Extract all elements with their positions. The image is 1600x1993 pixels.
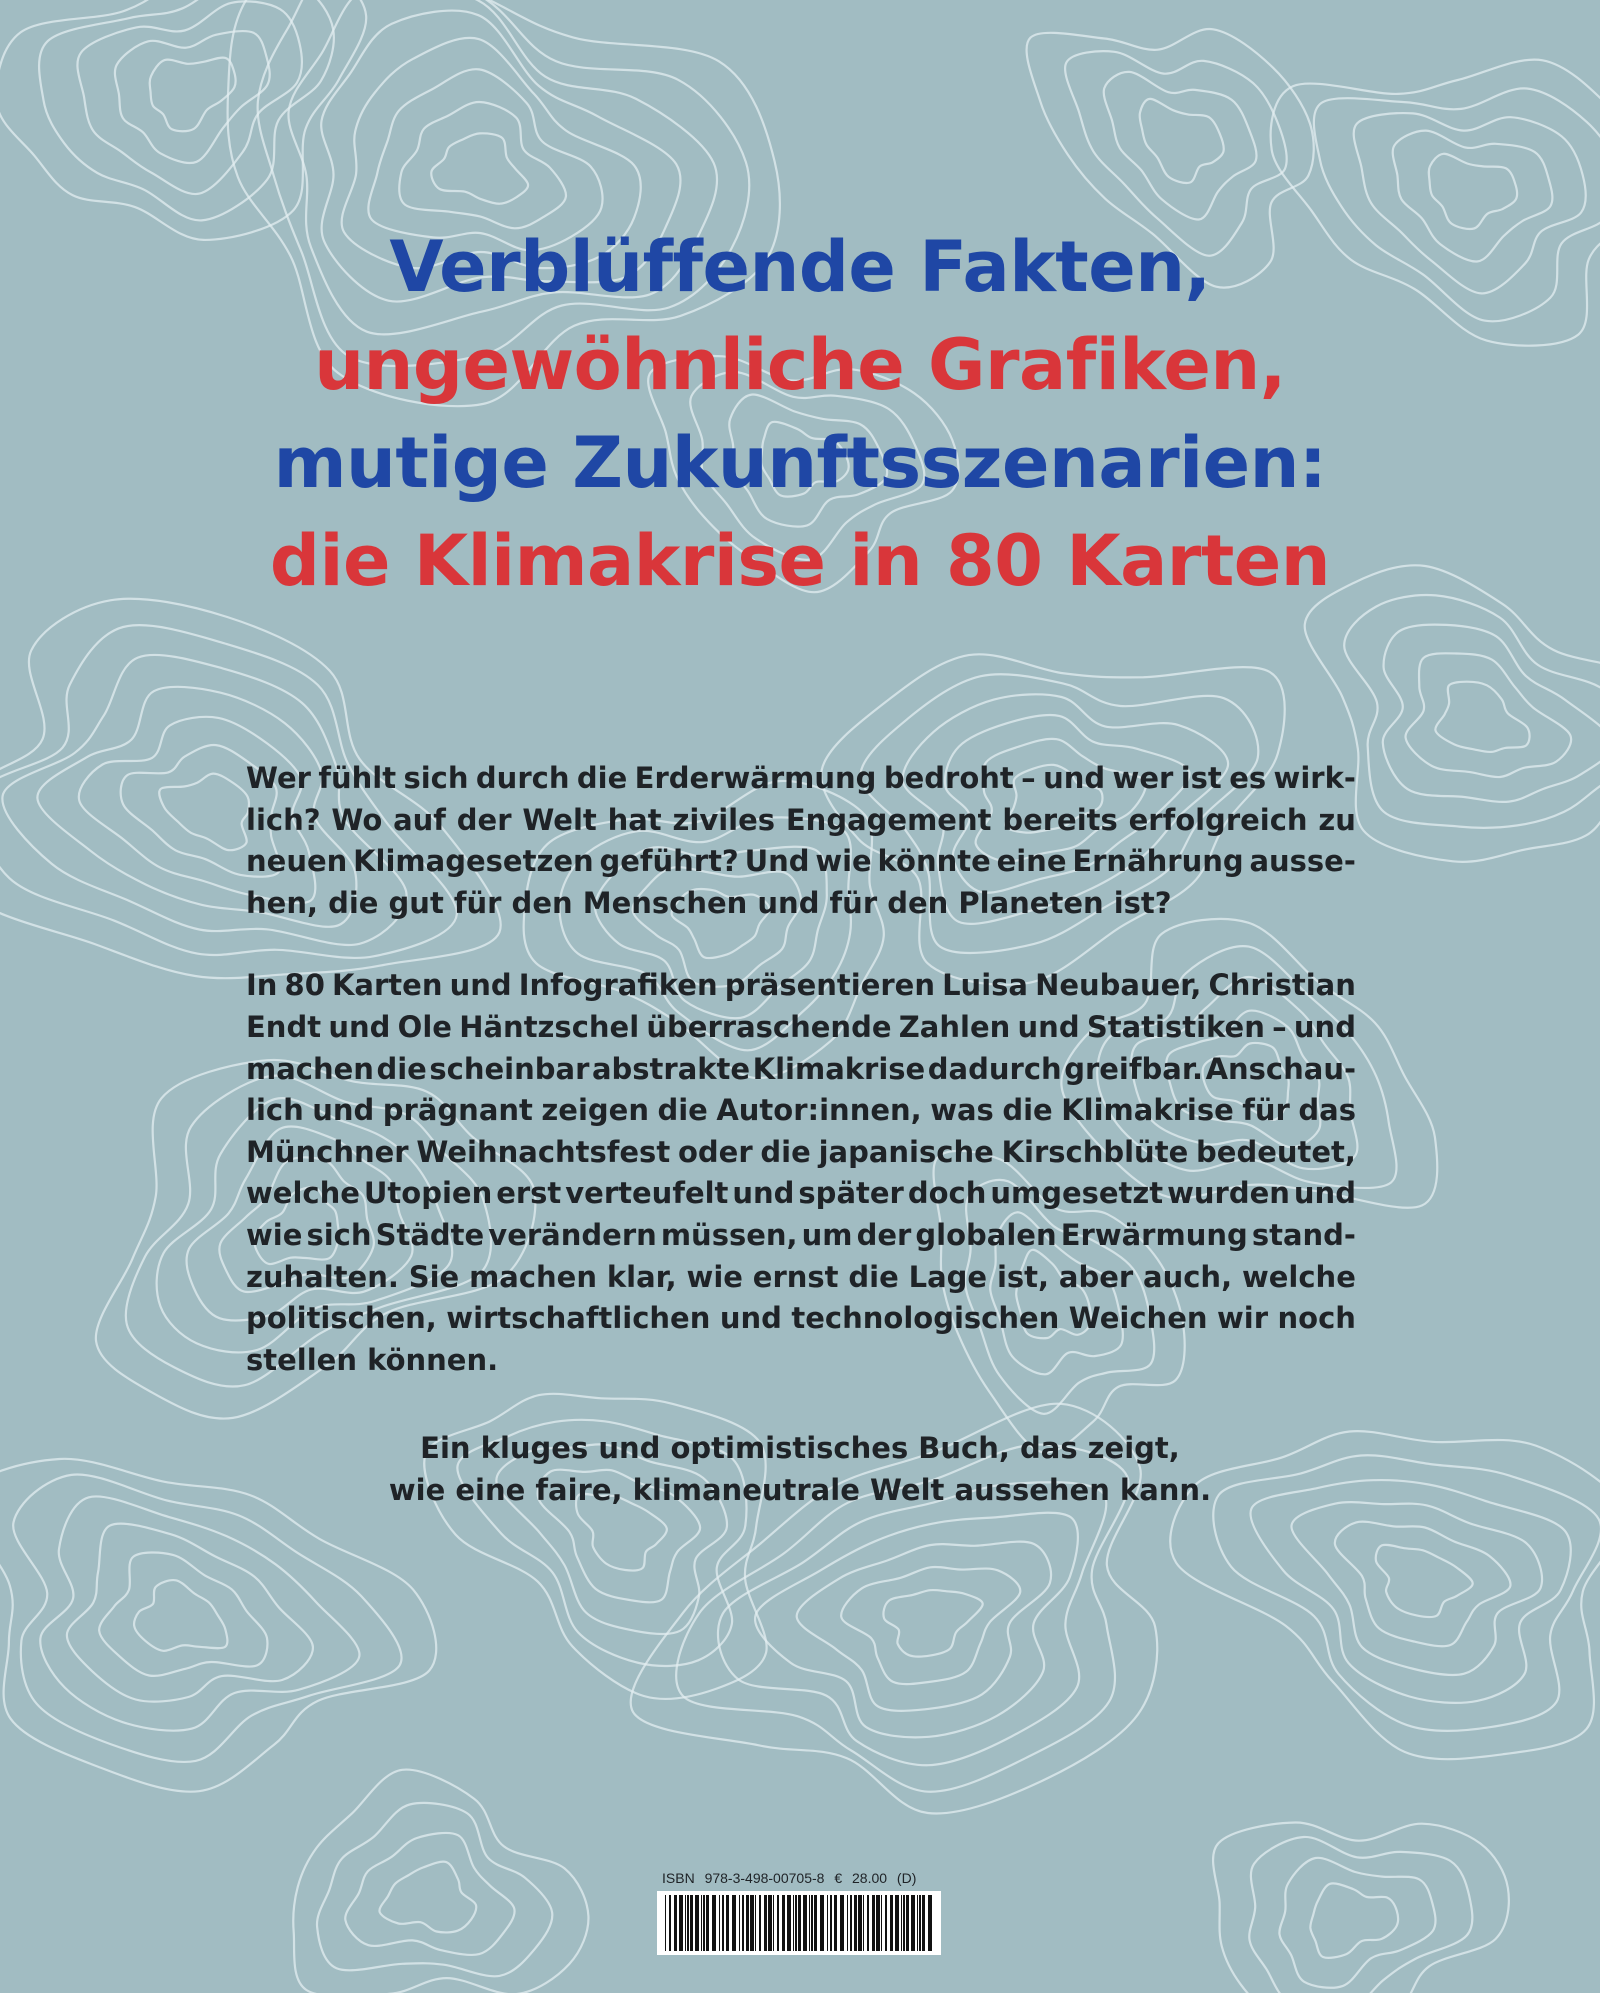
barcode-bar	[881, 1895, 882, 1951]
blurb-paragraph-1	[246, 758, 1356, 924]
blurb-line: wie sich Städte verändern müssen, um der globalen Erwärmung stand-	[246, 1217, 1356, 1252]
contour-line	[67, 1524, 313, 1702]
blurb-line: lich und prägnant zeigen die Autor:innen, was die Klimakrise für das	[246, 1093, 1356, 1128]
barcode-bar	[679, 1895, 683, 1951]
contour-line	[1140, 99, 1224, 183]
barcode-bar	[690, 1895, 693, 1951]
contour-line	[797, 1542, 1051, 1711]
barcode-bar	[701, 1895, 702, 1951]
closing-line-2: wie eine faire, klimaneutrale Welt aussehen kann.	[388, 1473, 1212, 1507]
barcode-bar	[795, 1895, 797, 1951]
isbn-number: ISBN 978-3-498-00705-8	[662, 1870, 825, 1886]
barcode-bar	[777, 1895, 779, 1951]
headline-line-4: die Klimakrise in 80 Karten	[269, 520, 1331, 602]
closing-line-1: Ein kluges und optimistisches Buch, das zeigt,	[420, 1431, 1180, 1465]
blurb-line: Endt und Ole Häntzschel überraschende Zahlen und Statistiken – und	[246, 1009, 1356, 1044]
barcode-bar	[755, 1895, 756, 1951]
barcode-bar	[919, 1895, 921, 1951]
barcode-bar	[764, 1895, 767, 1951]
barcode-bar	[687, 1895, 689, 1951]
barcode-bar	[809, 1895, 810, 1951]
blurb-line: welche Utopien erst verteufelt und später doch umgesetzt wurden und	[246, 1176, 1356, 1211]
barcode-bar	[746, 1895, 749, 1951]
blurb-body	[246, 758, 1356, 1422]
barcode-bar	[814, 1895, 817, 1951]
headline-line-3: mutige Zukunftsszenarien:	[273, 422, 1327, 504]
barcode-bar	[768, 1895, 772, 1951]
barcode-bar	[787, 1895, 791, 1951]
barcode-bar	[911, 1895, 915, 1951]
imprint-line	[662, 1870, 916, 1886]
blurb-line: neuen Klimagesetzen geführt? Und wie könnte eine Ernährung ausse-	[246, 844, 1356, 879]
barcode-bar	[928, 1895, 932, 1951]
barcode-bar	[726, 1895, 729, 1951]
barcode-bar	[854, 1895, 857, 1951]
contour-line	[345, 1833, 514, 1955]
headline	[0, 218, 1600, 610]
blurb-line: Wer fühlt sich durch die Erderwärmung bedroht – und wer ist es wirk-	[246, 761, 1356, 795]
headline-line-2: ungewöhnliche Grafiken,	[314, 324, 1286, 406]
blurb-line: politischen, wirtschaftlichen und technologischen Weichen wir noch	[246, 1301, 1356, 1336]
contour-line	[1279, 1858, 1435, 1988]
barcode-bar	[867, 1895, 869, 1951]
barcode-bar	[669, 1895, 671, 1951]
barcode-bar	[798, 1895, 801, 1951]
barcode-bar	[901, 1895, 902, 1951]
blurb-line: machen die scheinbar abstrakte Klimakrise dadurch greifbar. Anschau-	[246, 1051, 1356, 1086]
barcode-bar	[665, 1895, 666, 1951]
contour-line	[159, 774, 249, 851]
barcode-bar	[793, 1895, 794, 1951]
contour-line	[883, 1590, 982, 1657]
blurb-line: lich? Wo auf der Welt hat ziviles Engagement bereits erfolgreich zu	[246, 802, 1356, 837]
barcode-bar	[917, 1895, 918, 1951]
barcode-bar	[858, 1895, 862, 1951]
barcode-bar	[895, 1895, 899, 1951]
blurb-line: zuhalten. Sie machen klar, wie ernst die Lage ist, aber auch, welche	[246, 1259, 1356, 1294]
barcode-bar	[885, 1895, 887, 1951]
barcode-bar	[706, 1895, 709, 1951]
contour-line	[99, 1552, 267, 1675]
barcode-bar	[922, 1895, 925, 1951]
contour-line	[134, 1580, 227, 1651]
blurb-line: stellen können.	[246, 1342, 499, 1377]
contour-line	[755, 1513, 1078, 1738]
barcode-bar	[847, 1895, 848, 1951]
barcode-bar	[840, 1895, 844, 1951]
barcode-bar	[759, 1895, 761, 1951]
blurb-closing	[0, 1427, 1600, 1511]
contour-line	[150, 58, 236, 132]
barcode-bar	[820, 1895, 824, 1951]
barcode-bar	[803, 1895, 807, 1951]
contour-line	[431, 133, 528, 203]
contour-line	[379, 1862, 476, 1933]
contour-line	[1310, 1883, 1398, 1957]
barcode-bar	[712, 1895, 716, 1951]
barcode-bar	[773, 1895, 774, 1951]
contour-line	[317, 1803, 552, 1976]
barcode-bar	[863, 1895, 864, 1951]
barcode-bar	[827, 1895, 828, 1951]
barcode-bar	[695, 1895, 699, 1951]
contour-line	[1376, 1545, 1473, 1617]
barcode-bar	[830, 1895, 832, 1951]
contour-line	[1335, 1522, 1511, 1647]
barcode-bar	[750, 1895, 754, 1951]
blurb-line: hen, die gut für den Menschen und für den Planeten ist?	[246, 885, 1172, 920]
barcode-bar	[685, 1895, 686, 1951]
blurb-line: In 80 Karten und Infografiken präsentieren Luisa Neubauer, Christian	[246, 968, 1356, 1003]
barcode-bar	[782, 1895, 785, 1951]
barcode-bar	[742, 1895, 744, 1951]
blurb-line: Münchner Weihnachtsfest oder die japanische Kirschblüte bedeutet,	[246, 1134, 1356, 1169]
contour-line	[1104, 72, 1257, 220]
barcode-bar	[906, 1895, 909, 1951]
contour-line	[77, 1, 302, 194]
barcode-bar	[811, 1895, 813, 1951]
contour-line	[399, 102, 566, 228]
contour-line	[293, 1770, 588, 1993]
barcode	[657, 1891, 941, 1955]
contour-line	[1251, 1480, 1571, 1703]
barcode-bar	[890, 1895, 893, 1951]
headline-line-1: Verblüffende Fakten,	[389, 226, 1211, 308]
contour-line	[1344, 595, 1600, 828]
barcode-bar	[903, 1895, 905, 1951]
barcode-bar	[872, 1895, 875, 1951]
contour-line	[1435, 682, 1529, 752]
barcode-bar	[732, 1895, 736, 1951]
blurb-paragraph-2	[246, 965, 1356, 1381]
barcode-bar	[739, 1895, 740, 1951]
barcode-bar	[834, 1895, 837, 1951]
barcode-bar	[850, 1895, 852, 1951]
barcode-bar	[719, 1895, 720, 1951]
contour-line	[1383, 625, 1600, 802]
barcode-bar	[722, 1895, 724, 1951]
barcode-bar	[703, 1895, 705, 1951]
contour-line	[1406, 653, 1572, 777]
contour-line	[718, 1482, 1106, 1765]
price: € 28.00 (D)	[834, 1870, 917, 1886]
barcode-bar	[876, 1895, 880, 1951]
barcode-bar	[674, 1895, 677, 1951]
contour-line	[841, 1567, 1020, 1684]
